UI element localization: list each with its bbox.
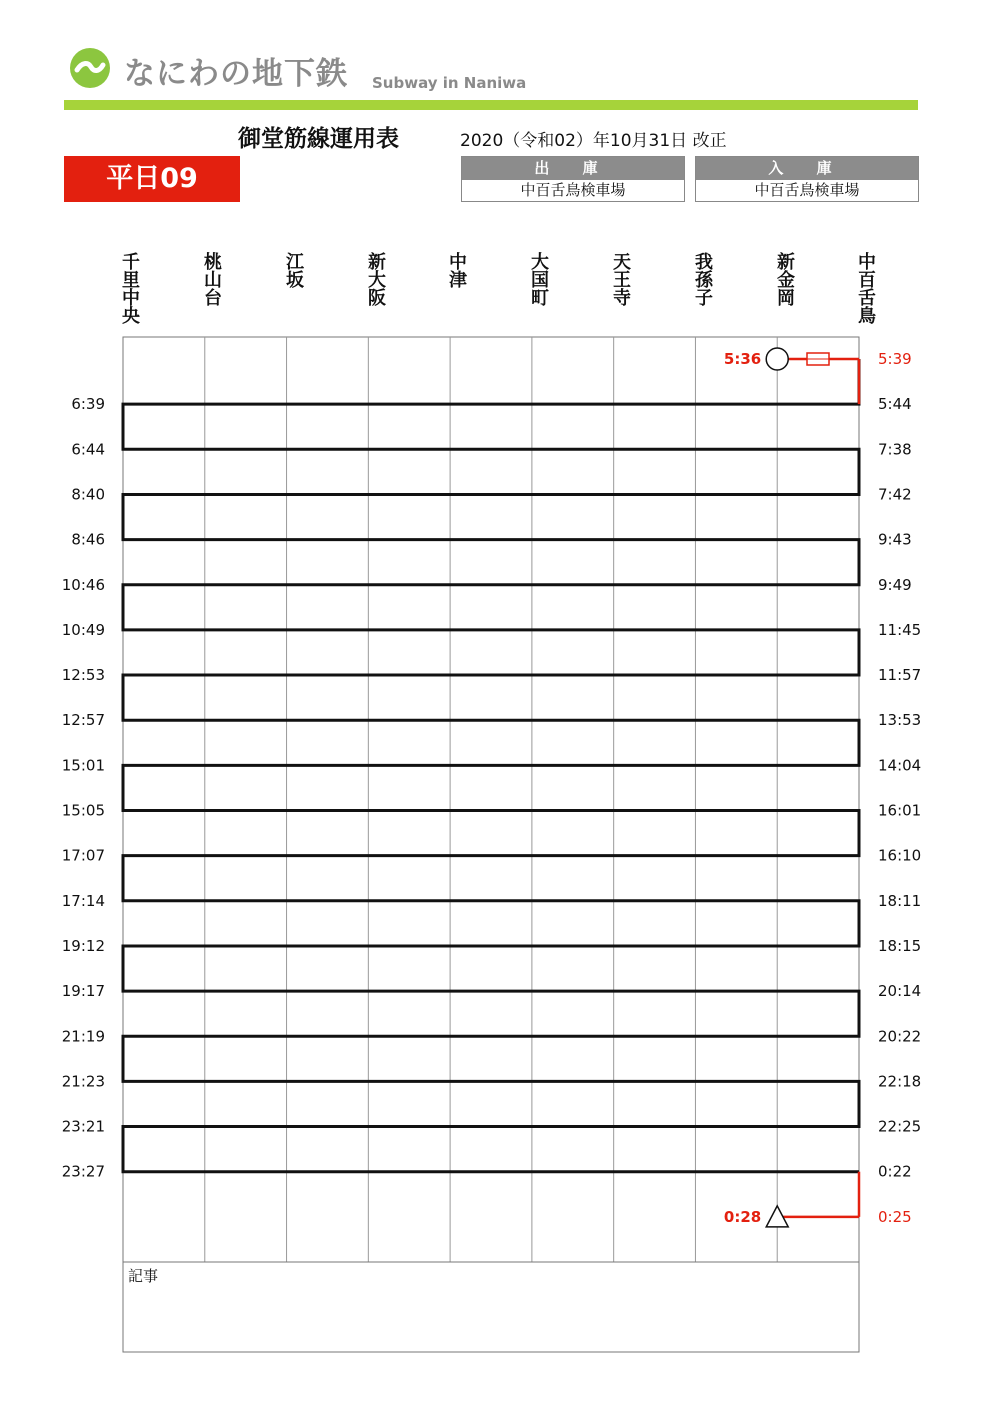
station-header: 新金岡 xyxy=(774,252,795,306)
right-terminal-time: 16:01 xyxy=(878,801,922,820)
right-terminal-time: 0:22 xyxy=(878,1162,912,1181)
right-terminal-time: 20:22 xyxy=(878,1027,922,1046)
revenue-route-line xyxy=(123,359,859,1172)
station-header: 天王寺 xyxy=(610,252,631,306)
left-terminal-time: 19:17 xyxy=(61,982,105,1001)
depot-out-label: 出 庫 xyxy=(462,157,684,180)
right-terminal-time: 22:25 xyxy=(878,1117,922,1136)
diagram-grid xyxy=(123,337,859,1352)
right-terminal-time: 20:14 xyxy=(878,982,922,1001)
station-header: 新大阪 xyxy=(365,252,386,306)
station-header: 江坂 xyxy=(283,252,304,288)
left-terminal-time: 23:21 xyxy=(61,1117,105,1136)
right-terminal-time: 5:44 xyxy=(878,395,912,414)
right-terminal-time: 13:53 xyxy=(878,711,922,730)
left-terminal-time: 10:46 xyxy=(61,575,105,594)
revision-date: 2020（令和02）年10月31日 改正 xyxy=(460,131,727,151)
left-terminal-time: 12:53 xyxy=(61,666,105,685)
left-terminal-time: 15:05 xyxy=(61,801,105,820)
return-arrival-time: 0:28 xyxy=(723,1207,762,1226)
right-terminal-time: 7:38 xyxy=(878,440,912,459)
right-terminal-time: 7:42 xyxy=(878,485,912,504)
left-terminal-time: 17:07 xyxy=(61,846,105,865)
left-terminal-time: 6:44 xyxy=(71,440,105,459)
station-header: 大国町 xyxy=(528,252,549,306)
station-header: 千里中央 xyxy=(119,252,140,324)
depot-arrival-time: 5:39 xyxy=(878,350,912,368)
left-terminal-time: 12:57 xyxy=(61,711,105,730)
left-terminal-time: 23:27 xyxy=(61,1162,105,1181)
depot-in-label: 入 庫 xyxy=(696,157,918,180)
left-terminal-time: 21:23 xyxy=(61,1072,105,1091)
left-terminal-time: 19:12 xyxy=(61,936,105,955)
time-labels xyxy=(62,350,921,1226)
left-terminal-time: 8:46 xyxy=(71,530,105,549)
right-terminal-time: 22:18 xyxy=(878,1072,922,1091)
right-terminal-time: 9:43 xyxy=(878,530,912,549)
left-terminal-time: 8:40 xyxy=(71,485,105,504)
diagram-frame xyxy=(123,337,859,1352)
right-terminal-time: 18:11 xyxy=(878,891,922,910)
station-header: 中百舌鳥 xyxy=(855,252,876,324)
return-departure-time: 0:25 xyxy=(878,1207,912,1226)
right-terminal-time: 9:49 xyxy=(878,575,912,594)
right-terminal-time: 11:45 xyxy=(878,620,922,639)
depot-out-value: 中百舌鳥検車場 xyxy=(520,181,626,199)
departure-circle-icon xyxy=(766,348,788,370)
left-terminal-time: 21:19 xyxy=(61,1027,105,1046)
left-terminal-time: 15:01 xyxy=(61,756,105,775)
right-terminal-time: 16:10 xyxy=(878,846,922,865)
right-terminal-time: 11:57 xyxy=(878,666,922,685)
logo-text: なにわの地下鉄 xyxy=(124,56,348,92)
depot-in-value: 中百舌鳥検車場 xyxy=(754,181,860,199)
day-type-badge: 平日09 xyxy=(64,156,240,202)
departure-time: 5:36 xyxy=(723,350,762,368)
left-terminal-time: 10:49 xyxy=(61,620,105,639)
train-route xyxy=(123,348,859,1227)
right-terminal-time: 14:04 xyxy=(878,756,922,775)
station-header: 桃山台 xyxy=(201,252,222,306)
station-header: 我孫子 xyxy=(692,252,713,306)
station-header: 中津 xyxy=(446,252,467,288)
left-terminal-time: 17:14 xyxy=(61,891,105,910)
logo-subtitle: Subway in Naniwa xyxy=(372,74,527,92)
right-terminal-time: 18:15 xyxy=(878,936,922,955)
left-terminal-time: 6:39 xyxy=(71,395,105,414)
document-title: 御堂筋線運用表 xyxy=(238,126,399,152)
notes-label: 記事 xyxy=(128,1267,159,1285)
